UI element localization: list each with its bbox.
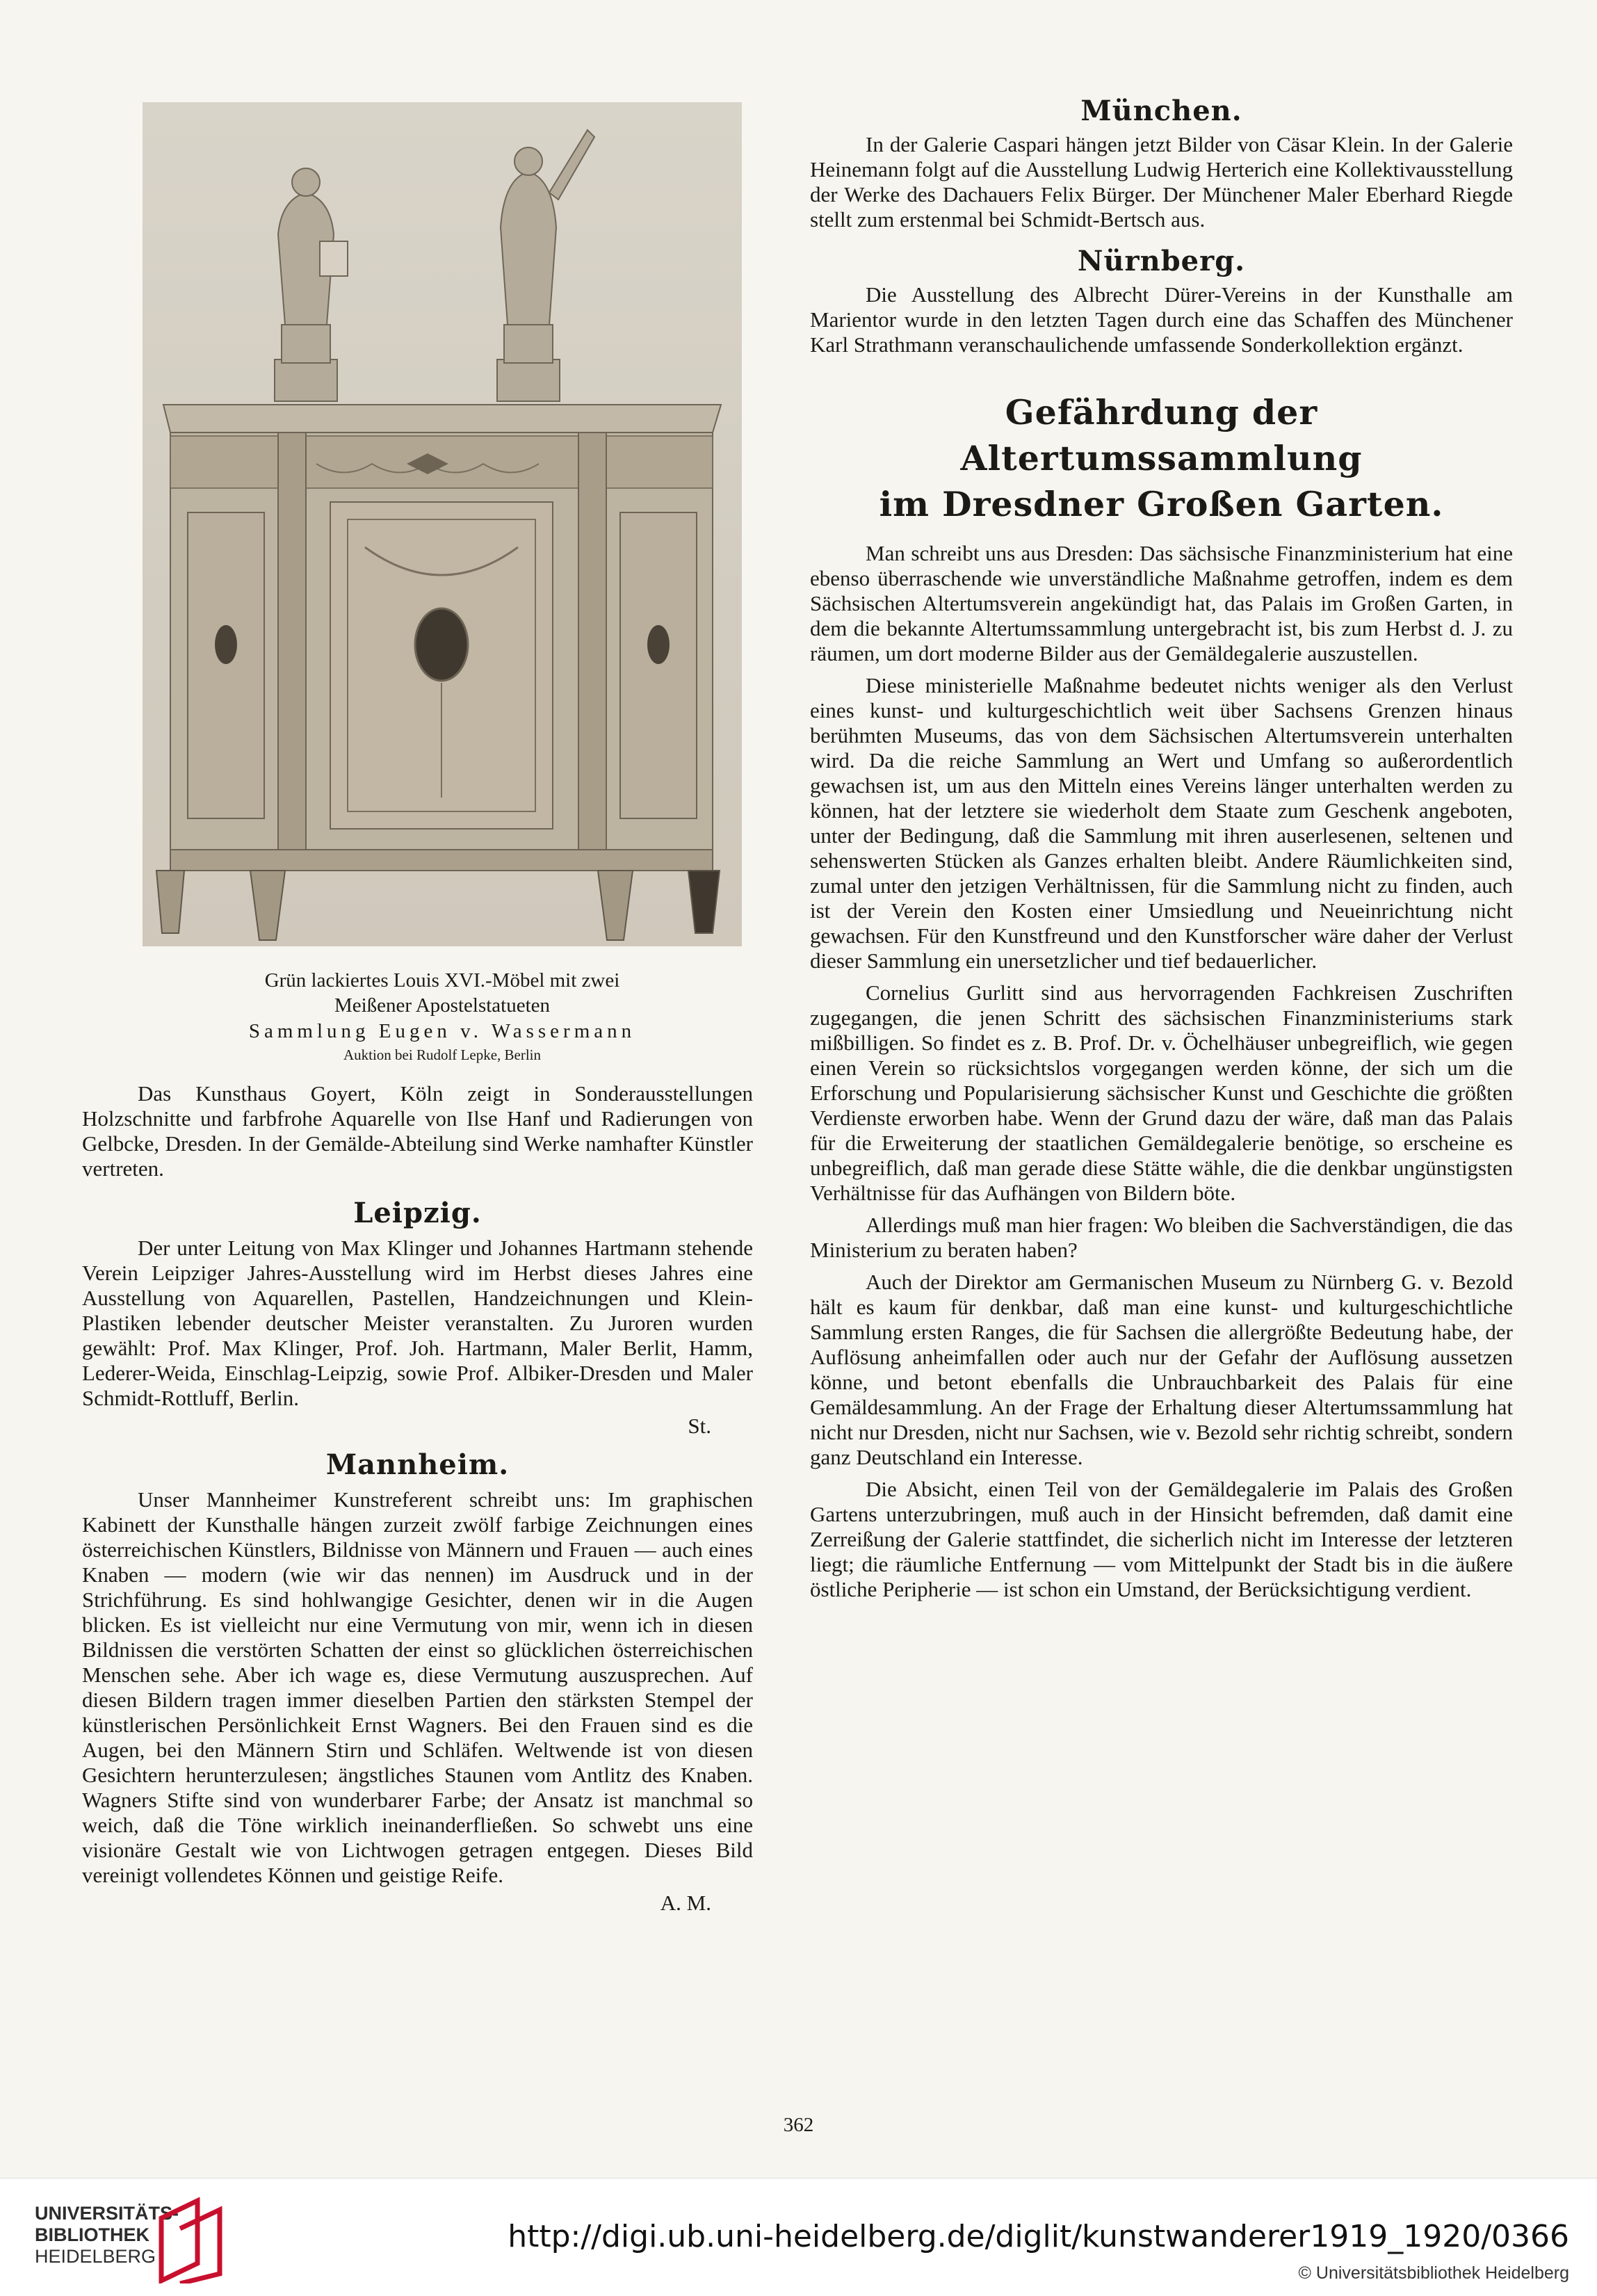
caption-collection: Sammlung Eugen v. Wassermann	[248, 1020, 636, 1042]
permalink-url[interactable]: http://digi.ub.uni-heidelberg.de/diglit/kunstwanderer1919_1920/0366	[508, 2219, 1569, 2254]
mannheim-paragraph: Unser Mannheimer Kunstreferent schreibt uns: Im graphischen Kabinett der Kunsthalle hängen zurzeit zwölf farbige Zeichnungen eines österreichischen Künstlers, Bildnisse von Männern und Frauen — auch eines Knaben — modern (wie wir das nennen) im Ausdruck und in der Strichführung. Es sind hohlwangige Gesichter, denen wir in die Augen blicken. Es ist vielleicht nur eine Vermutung von mir, wenn ich in diesen Bildnissen die verstörten Schatten der einst so glücklichen österreichischen Menschen sehe. Aber ich wage es, diese Vermutung auszusprechen. Auf diesen Bildern tragen immer dieselben Partien den stärksten Stempel der künstlerischen Persönlichkeit Ernst Wagners. Bei den Frauen sind es die Augen, bei den Männern Stirn und Schläfen. Weltwende ist von diesen Gesichtern herunterzulesen; ängstliches Staunen vom Antlitz des Knaben. Wagners Stifte sind von wunderbarer Farbe; der Ansatz ist manchmal so weich, daß die Töne wirklich ineinanderfließen. So schwebt uns eine visionäre Gestalt wie von Lichtwogen getragen entgegen. Dieses Bild vereinigt vollendetes Können und geistige Reife.	[82, 1487, 753, 1887]
munchen-heading: München.	[1080, 95, 1242, 127]
article-paragraph: Auch der Direktor am Germanischen Museum zu Nürnberg G. v. Bezold hält es kaum für denkbar, daß man eine kunst- und kulturgeschichtliche Sammlung ersten Ranges, die für Sachsen die allergrößte Bedeutung habe, der Auflösung anheimfallen oder auch nur der Gefahr der Auflösung aussetzen könne, und betont ebenfalls die Unbrauchbarkeit des Palais für eine Gemäldesammlung. An der Frage der Erhaltung dieser Altertumssammlung hat nicht nur Dresden, nicht nur Sachsen, wie v. Bezold sehr richtig schreibt, sondern ganz Deutschland ein Interesse.	[810, 1270, 1513, 1469]
leipzig-heading: Leipzig.	[353, 1197, 482, 1229]
caption-line: Grün lackiertes Louis XVI.-Möbel mit zwei	[264, 969, 620, 992]
article-paragraph: Diese ministerielle Maßnahme bedeutet nichts weniger als den Verlust eines kunst- und kulturgeschichtlich weit über Sachsens Grenzen hinaus berühmten Museums, das von dem Sächsischen Altertumsverein unterhalten wird. Da die reiche Sammlung an Wert und Umfang so außerordentlich gewachsen ist, um aus den Mitteln eines Vereins länger unterhalten werden zu können, hat der letztere sie wiederholt dem Staate zum Geschenk angeboten, unter der Bedingung, daß die Sammlung mit ihren auserlesenen, seltenen und sehenswerten Stücken als Ganzes erhalten bleibt. Andere Räumlichkeiten sind, zumal unter den jetzigen Verhältnissen, für die Sammlung nicht zu finden, auch ist der Verein den Kosten einer Umsiedlung und Neueinrichtung nicht gewachsen. Für den Kunstfreund und den Kunstforscher wäre daher der Verlust dieser Sammlung ein unersetzlicher und tief bedauerlicher.	[810, 673, 1513, 973]
article-title-line: im Dresdner Großen Garten.	[879, 484, 1444, 524]
article-title-line: Gefährdung der Altertumssammlung	[960, 392, 1363, 478]
logo-line: HEIDELBERG	[35, 2246, 156, 2267]
article-paragraph: Die Absicht, einen Teil von der Gemäldegalerie im Palais des Großen Gartens unterzubringen, muß auch in der Hinsicht befremden, daß damit eine Zerreißung der Galerie stattfindet, die sicherlich nicht im Interesse der letzteren liegt; die räumliche Entfernung — vom Mittelpunkt der Stadt bis in die äußere östliche Peripherie — ist schon ein Umstand, der Berücksichtigung verdient.	[810, 1477, 1513, 1601]
logo-line: BIBLIOTHEK	[35, 2224, 149, 2245]
article-paragraph: Cornelius Gurlitt sind aus hervorragenden Fachkreisen Zuschriften zugegangen, die jenen Schritt des sächsischen Finanzministeriums stark mißbilligen. So findet es z. B. Prof. Dr. v. Öchelhäuser unbegreiflich, wie gegen einen Verein so rücksichtslos vorgegangen werden könne, der sich um die Erforschung und Popularisierung sächsischer Kunst und Geschichte die größten Verdienste erworben habe. Wenn der Grund dazu der wäre, daß man das Palais für die Erweiterung der staatlichen Gemäldegalerie benötige, so erscheine es unbegreiflich, daß man gerade diese Stätte wähle, die die denkbar ungünstigsten Verhältnisse für das Aufhängen von Bildern böte.	[810, 980, 1513, 1205]
caption-line: Meißener Apostelstatueten	[334, 994, 551, 1017]
caption-auction: Auktion bei Rudolf Lepke, Berlin	[343, 1046, 542, 1063]
article-paragraph: Man schreibt uns aus Dresden: Das sächsische Finanzministerium hat eine ebenso überraschende wie unverständliche Maßnahme getroffen, indem es dem Sächsischen Altertumsverein angekündigt hat, das Palais im Großen Garten, in dem die bekannte Altertumssammlung untergebracht ist, bis zum Herbst d. J. zu räumen, um dort moderne Bilder aus der Gemäldegalerie auszustellen.	[810, 541, 1513, 665]
article-paragraph: Allerdings muß man hier fragen: Wo bleiben die Sachverständigen, die das Ministerium zu beraten haben?	[810, 1213, 1513, 1262]
leipzig-signature: St.	[688, 1414, 711, 1438]
goyert-paragraph: Das Kunsthaus Goyert, Köln zeigt in Sonderausstellungen Holzschnitte und farbfrohe Aquarelle von Ilse Hanf und Radierungen von Gelbcke, Dresden. In der Gemälde-Abteilung sind Werke namhafter Künstler vertreten.	[82, 1081, 753, 1181]
logo-line: UNIVERSITÄTS-	[35, 2203, 179, 2224]
nurnberg-heading: Nürnberg.	[1077, 245, 1246, 277]
leipzig-paragraph: Der unter Leitung von Max Klinger und Johannes Hartmann stehende Verein Leipziger Jahres-Ausstellung wird im Herbst dieses Jahres eine Ausstellung von Aquarellen, Pastellen, Handzeichnungen und Klein-Plastiken lebender deutscher Meister veranstalten. Zu Juroren wurden gewählt: Prof. Max Klinger, Prof. Joh. Hartmann, Maler Berlit, Hamm, Lederer-Weida, Einschlag-Leipzig, sowie Prof. Albiker-Dresden und Maler Schmidt-Rottluff, Berlin.	[82, 1236, 753, 1410]
library-logo-icon	[156, 2197, 225, 2283]
mannheim-heading: Mannheim.	[325, 1448, 510, 1481]
cabinet-illustration	[143, 102, 742, 946]
munchen-paragraph: In der Galerie Caspari hängen jetzt Bilder von Cäsar Klein. In der Galerie Heinemann folgt auf die Ausstellung Ludwig Herterich eine Kollektivausstellung der Werke des Dachauers Felix Bürger. Der Münchener Maler Eberhard Riegde stellt zum erstenmal bei Schmidt-Bertsch aus.	[810, 132, 1513, 232]
copyright-notice: © Universitätsbibliothek Heidelberg	[1298, 2263, 1569, 2283]
left-column	[82, 1081, 753, 1916]
mannheim-signature: A. M.	[660, 1891, 711, 1915]
right-column	[810, 95, 1513, 1602]
cabinet-photograph	[143, 102, 742, 946]
nurnberg-paragraph: Die Ausstellung des Albrecht Dürer-Vereins in der Kunsthalle am Marientor wurde in den letzten Tagen durch eine das Schaffen des Münchener Karl Strathmann veranschaulichende umfassende Sonderkollektion ergänzt.	[810, 282, 1513, 357]
figure-caption	[143, 968, 742, 1065]
library-footer	[0, 2178, 1597, 2296]
page-number: 362	[783, 2114, 814, 2136]
